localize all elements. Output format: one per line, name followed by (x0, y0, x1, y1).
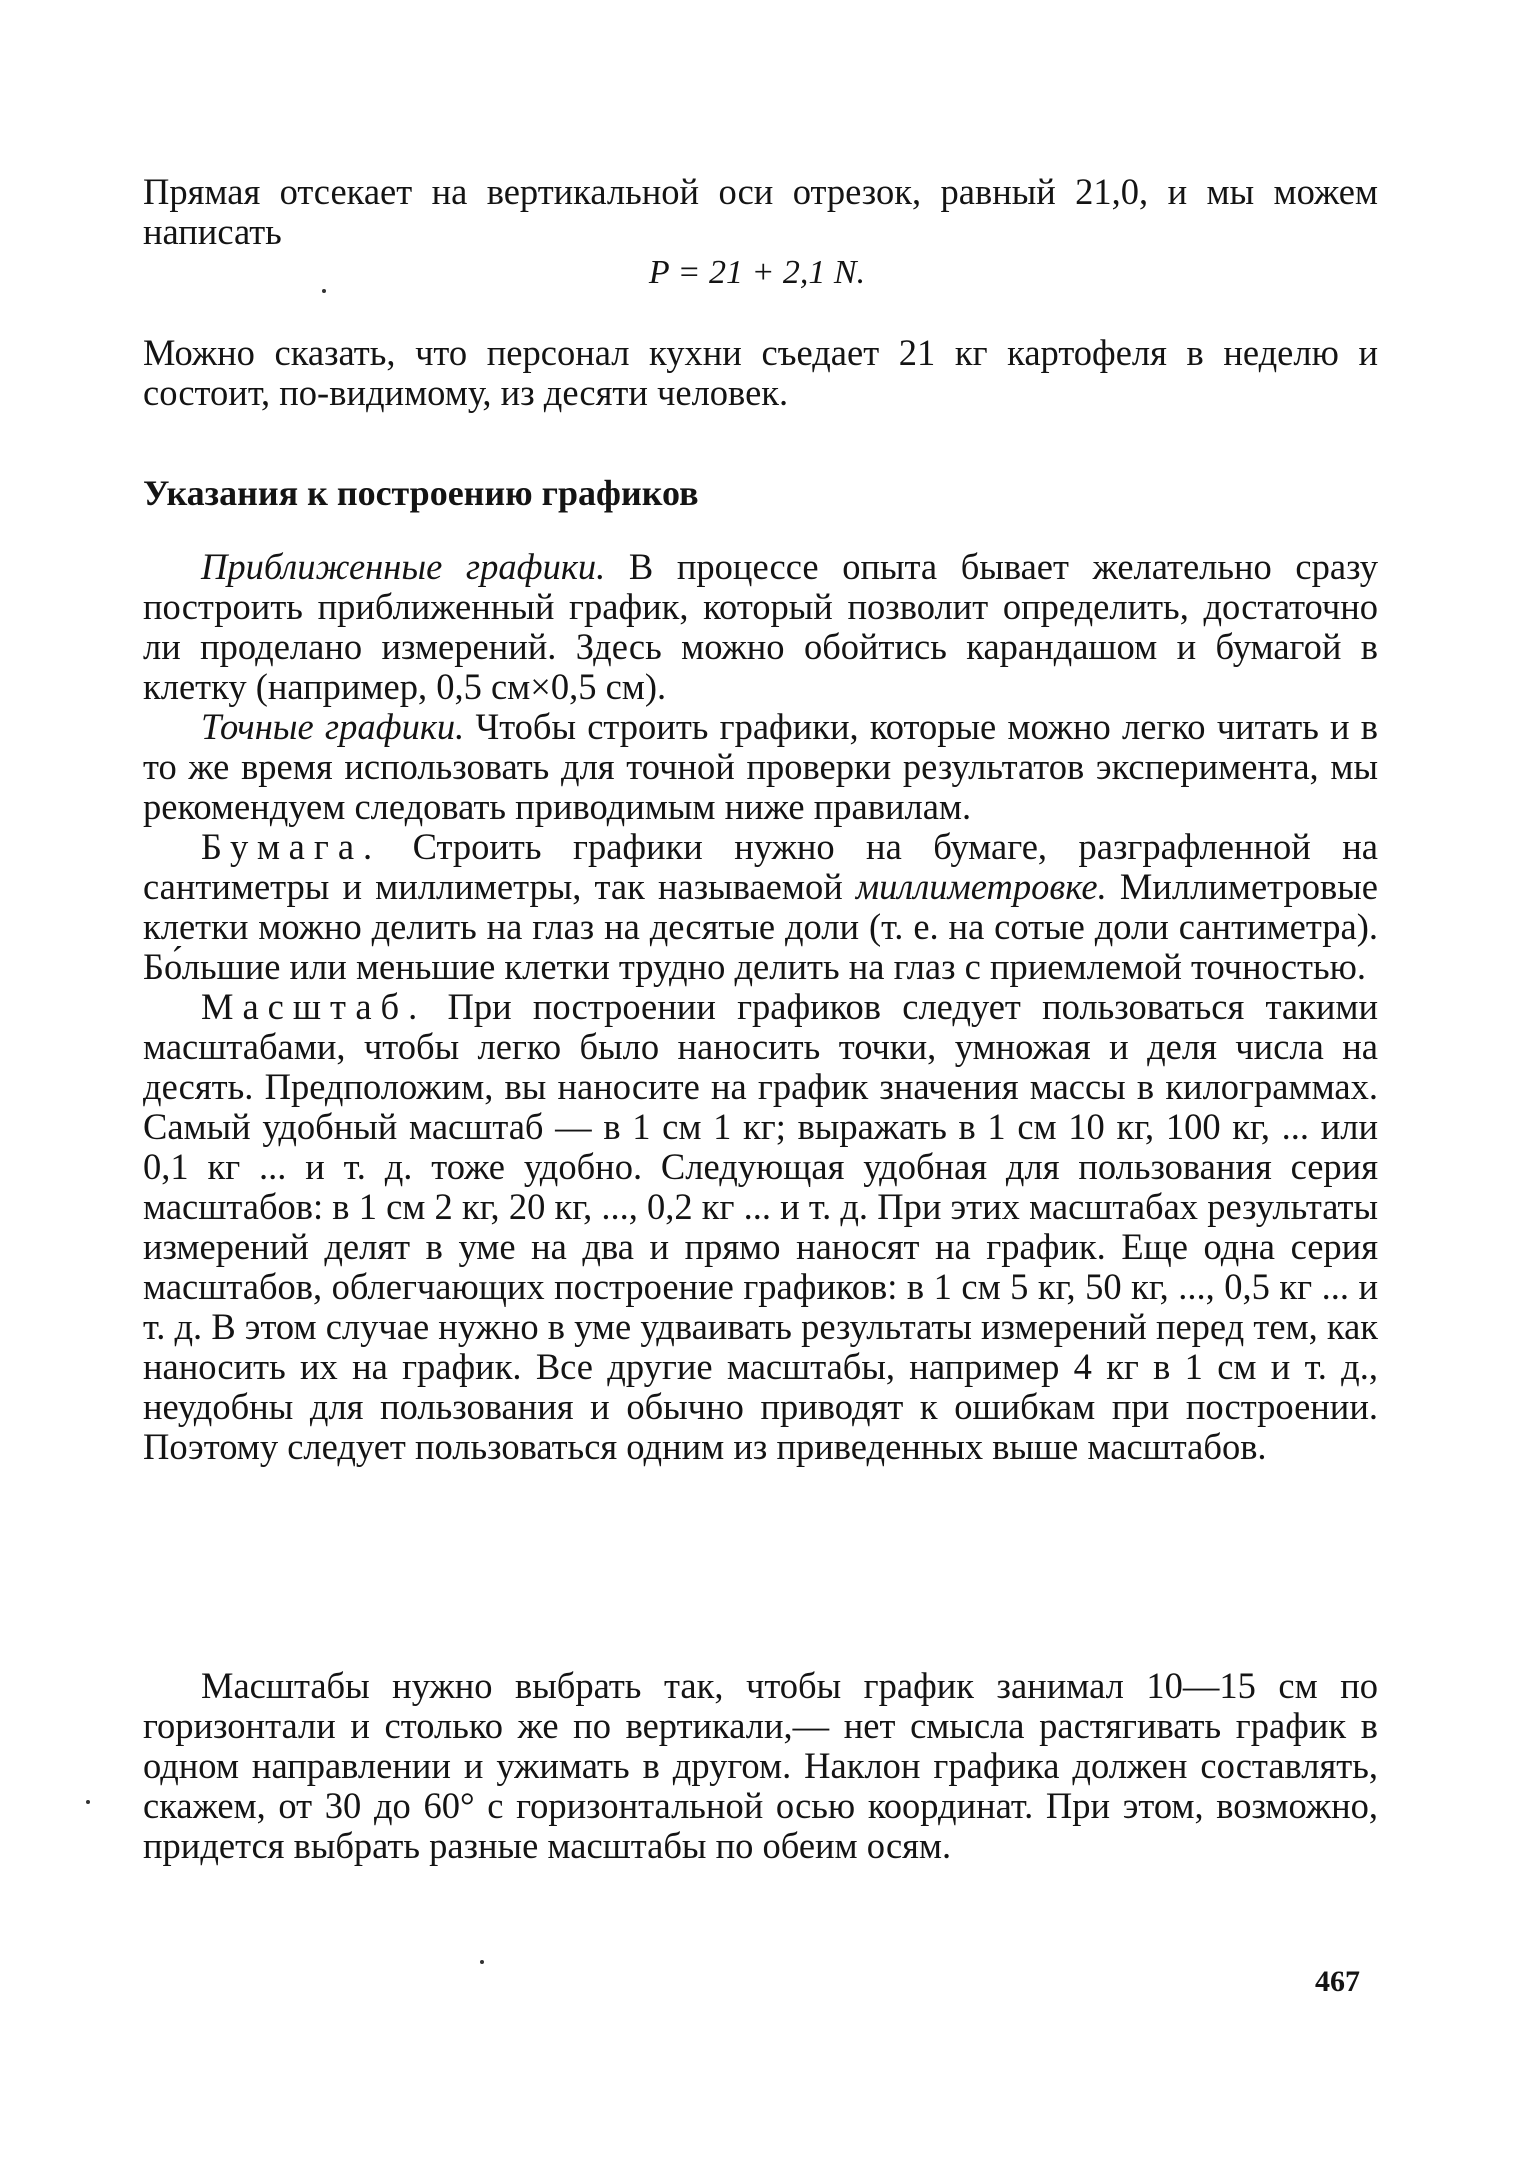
axes-block (143, 1666, 1378, 1866)
print-speck (480, 1960, 484, 1964)
conclusion-text: Можно сказать, что персонал кухни съедает 21 кг картофеля в неделю и состоит, по-видимому, из десяти человек. (143, 332, 1378, 413)
scale-text: При построении графиков следует пользоваться такими масштабами, чтобы легко было наносить точки, умножая и деля числа на десять. Предположим, вы наносите на график значения массы в килограммах. Самый удобный масштаб — в 1 см 1 кг; выражать в 1 см 10 кг, 100 кг, ... или 0,1 кг ... и т. д. тоже удобно. Следующая удобная для пользования серия масштабов: в 1 см 2 кг, 20 кг, ..., 0,2 кг ... и т. д. При этих масштабах результаты измерений делят в уме на два и прямо наносят на график. Еще одна серия масштабов, облегчающих построение графиков: в 1 см 5 кг, 50 кг, ..., 0,5 кг ... и т. д. В этом случае нужно в уме удваивать результаты измерений перед тем, как наносить их на график. Все другие масштабы, например 4 кг в 1 см и т. д., неудобны для пользования и обычно приводят к ошибкам при построении. Поэтому следует пользоваться одним из приведенных выше масштабов. (143, 986, 1378, 1467)
paragraph-exact-graphs (143, 707, 1378, 827)
conclusion-paragraph (143, 333, 1378, 413)
term-paper: Бумага. (201, 826, 382, 867)
approximate-graphs-text: В процессе опыта бывает желательно сразу построить приближенный график, который позволит определить, достаточно ли проделано измерений. Здесь можно обойтись карандашом и бумагой в клетку (например, 0,5 см×0,5 см). (143, 546, 1378, 707)
term-millimeter-paper: миллиметровке. (855, 866, 1107, 907)
intro-text: Прямая отсекает на вертикальной оси отрезок, равный 21,0, и мы можем написать (143, 171, 1378, 252)
guidelines-body (143, 547, 1378, 1467)
term-scale: Масштаб. (201, 986, 427, 1027)
paragraph-axes: Масштабы нужно выбрать так, чтобы график занимал 10—15 см по горизонтали и столько же по вертикали,— нет смысла растягивать график в одном направлении и ужимать в другом. Наклон графика должен составлять, скажем, от 30 до 60° с горизонтальной осью координат. При этом, возможно, придется выбрать разные масштабы по обеим осям. (143, 1665, 1378, 1866)
section-heading: Указания к построению графиков (143, 473, 699, 513)
paragraph-approximate-graphs (143, 547, 1378, 707)
page-number: 467 (1315, 1965, 1360, 1998)
paper-text-2: Миллиметровые клетки можно делить на глаз на десятые доли (т. е. на сотые доли сантиметра). Бо́льшие или меньшие клетки трудно делить на глаз с приемлемой точностью. (143, 866, 1378, 987)
formula (0, 253, 1514, 293)
formula-text: P = 21 + 2,1 N. (648, 254, 866, 291)
intro-paragraph (143, 172, 1378, 252)
paragraph-paper (143, 827, 1378, 987)
paper-text-1: Строить графики нужно на бумаге, разграфленной на сантиметры и миллиметры, так называемой (143, 826, 1378, 907)
print-speck (86, 1800, 90, 1804)
term-approximate-graphs: Приближенные графики. (201, 546, 606, 587)
paragraph-scale (143, 987, 1378, 1467)
print-speck (322, 289, 326, 293)
exact-graphs-text: Чтобы строить графики, которые можно легко читать и в то же время использовать для точной проверки результатов эксперимента, мы рекомендуем следовать приводимым ниже правилам. (143, 706, 1379, 827)
term-exact-graphs: Точные графики. (201, 706, 465, 747)
